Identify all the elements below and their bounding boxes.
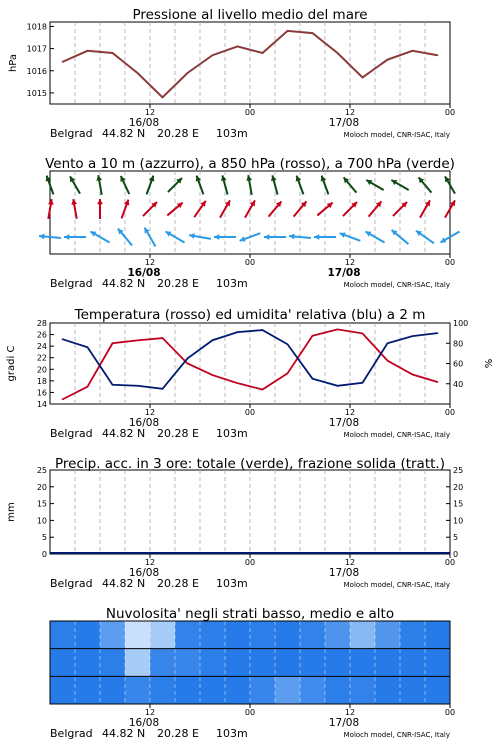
cloud-cell-medio bbox=[325, 649, 351, 677]
x-tick-label: 12 bbox=[144, 108, 156, 117]
y2-tick-label: 10 bbox=[453, 516, 464, 526]
y-tick-label: 25 bbox=[36, 466, 47, 475]
temperature-point bbox=[112, 342, 114, 344]
wind-arrow-700 bbox=[246, 175, 252, 195]
pressure-point bbox=[337, 52, 339, 54]
cloud-cell-basso bbox=[50, 676, 76, 704]
x-tick-label: 12 bbox=[344, 708, 356, 717]
temperature-point bbox=[212, 374, 214, 376]
cloud-cell-medio bbox=[175, 649, 201, 677]
location-lon: 20.28 E bbox=[157, 577, 199, 590]
wind-arrow-head bbox=[264, 234, 269, 240]
temperature-point bbox=[137, 340, 139, 342]
cloud-cell-medio bbox=[350, 649, 376, 677]
location-name: Belgrad bbox=[50, 127, 93, 140]
humidity-point bbox=[137, 385, 139, 387]
cloud-cell-medio bbox=[75, 649, 101, 677]
humidity-point bbox=[412, 335, 414, 337]
y2-tick-label: 15 bbox=[453, 499, 464, 509]
pressure-point bbox=[62, 61, 64, 63]
y-axis-label: hPa bbox=[8, 53, 19, 73]
location-name: Belgrad bbox=[50, 577, 93, 590]
pressure-point bbox=[137, 72, 139, 74]
location-lat: 44.82 N bbox=[102, 427, 146, 440]
x-tick-label: 00 bbox=[244, 108, 256, 117]
x-tick-label: 00 bbox=[444, 408, 456, 417]
cloud-cell-basso bbox=[125, 676, 151, 704]
temperature-point bbox=[87, 386, 89, 388]
temperature-point bbox=[62, 399, 64, 401]
temperature-point bbox=[237, 382, 239, 384]
x-tick-label: 12 bbox=[344, 108, 356, 117]
model-credit: Moloch model, CNR-ISAC, Italy bbox=[343, 131, 450, 139]
cloud-cell-basso bbox=[250, 676, 276, 704]
cloud-cell-alto bbox=[250, 621, 276, 649]
location-alt: 103m bbox=[216, 127, 248, 140]
location-lat: 44.82 N bbox=[102, 727, 146, 740]
wind-arrow-head bbox=[214, 234, 219, 240]
humidity-point bbox=[237, 331, 239, 333]
pressure-point bbox=[237, 46, 239, 48]
x-tick-label: 00 bbox=[244, 558, 256, 567]
location-lat: 44.82 N bbox=[102, 277, 146, 290]
x-tick-label: 12 bbox=[144, 558, 156, 567]
date-label: 17/08 bbox=[328, 717, 360, 729]
pressure-point bbox=[187, 72, 189, 74]
cloud-cell-basso bbox=[350, 676, 376, 704]
humidity-point bbox=[87, 347, 89, 349]
y-axis-label: mm bbox=[6, 502, 17, 522]
temperature-point bbox=[187, 363, 189, 365]
location-alt: 103m bbox=[216, 577, 248, 590]
wind-arrow-head bbox=[314, 234, 319, 240]
cloud-cell-alto bbox=[350, 621, 376, 649]
temperature-point bbox=[412, 374, 414, 376]
cloud-cell-alto bbox=[125, 621, 151, 649]
wind-arrow-850 bbox=[97, 199, 103, 219]
cloud-cell-basso bbox=[100, 676, 126, 704]
y-tick-label: 24 bbox=[36, 342, 47, 352]
chart-title: Precip. acc. in 3 ore: totale (verde), frazione solida (tratt.) bbox=[55, 456, 445, 472]
x-tick-label: 12 bbox=[344, 258, 356, 267]
x-tick-label: 00 bbox=[244, 408, 256, 417]
location-lon: 20.28 E bbox=[157, 427, 199, 440]
temperature-point bbox=[437, 381, 439, 383]
cloud-cell-medio bbox=[100, 649, 126, 677]
wind-arrow-head bbox=[289, 234, 294, 240]
wind-arrow-700 bbox=[147, 176, 155, 195]
cloud-cell-alto bbox=[300, 621, 326, 649]
temperature-point bbox=[312, 335, 314, 337]
y-tick-label: 22 bbox=[36, 353, 47, 363]
y-tick-label: 10 bbox=[36, 516, 47, 526]
x-tick-label: 12 bbox=[344, 558, 356, 567]
y-tick-label: 26 bbox=[36, 330, 47, 340]
y-tick-label: 5 bbox=[41, 533, 47, 543]
y-tick-label: 14 bbox=[36, 400, 47, 409]
date-label: 17/08 bbox=[328, 567, 360, 579]
wind-arrow-10m bbox=[365, 232, 384, 243]
cloud-cell-alto bbox=[225, 621, 251, 649]
location-name: Belgrad bbox=[50, 727, 93, 740]
pressure-point bbox=[87, 50, 89, 52]
date-label: 16/08 bbox=[128, 117, 160, 129]
y-tick-label: 20 bbox=[36, 365, 47, 375]
wind-arrow-850 bbox=[122, 200, 130, 219]
pressure-point bbox=[162, 97, 164, 99]
temperature-point bbox=[362, 333, 364, 335]
location-alt: 103m bbox=[216, 427, 248, 440]
pressure-point bbox=[437, 54, 439, 56]
location-lon: 20.28 E bbox=[157, 127, 199, 140]
pressure-point bbox=[412, 50, 414, 52]
humidity-point bbox=[187, 358, 189, 360]
wind-arrow-10m bbox=[90, 232, 109, 243]
temperature-point bbox=[262, 389, 264, 391]
cloud-cell-alto bbox=[425, 621, 451, 649]
cloud-cell-alto bbox=[100, 621, 126, 649]
cloud-cell-basso bbox=[175, 676, 201, 704]
temperature-point bbox=[287, 373, 289, 375]
wind-arrow-850 bbox=[48, 199, 54, 219]
cloud-cell-basso bbox=[400, 676, 426, 704]
location-name: Belgrad bbox=[50, 277, 93, 290]
y2-tick-label: 20 bbox=[453, 482, 464, 492]
humidity-point bbox=[62, 338, 64, 340]
y2-tick-label: 5 bbox=[453, 533, 459, 543]
temperature-point bbox=[162, 337, 164, 339]
wind-arrow-700 bbox=[271, 175, 278, 194]
y-tick-label: 1018 bbox=[26, 22, 47, 32]
pressure-point bbox=[312, 32, 314, 34]
location-lon: 20.28 E bbox=[157, 277, 199, 290]
y2-tick-label: 25 bbox=[453, 466, 464, 475]
pressure-point bbox=[212, 54, 214, 56]
x-tick-label: 00 bbox=[244, 708, 256, 717]
cloud-cell-basso bbox=[200, 676, 226, 704]
cloud-cell-medio bbox=[250, 649, 276, 677]
temperature-point bbox=[387, 360, 389, 362]
y-tick-label: 16 bbox=[36, 388, 47, 398]
y-tick-label: 1016 bbox=[26, 66, 47, 76]
cloud-cell-alto bbox=[200, 621, 226, 649]
cloud-cell-basso bbox=[325, 676, 351, 704]
cloud-cell-alto bbox=[400, 621, 426, 649]
y-tick-label: 1015 bbox=[26, 88, 47, 98]
cloud-cell-medio bbox=[400, 649, 426, 677]
cloud-cell-basso bbox=[75, 676, 101, 704]
humidity-point bbox=[387, 342, 389, 344]
y2-axis-label: % bbox=[484, 358, 495, 369]
y-tick-label: 20 bbox=[36, 482, 47, 492]
date-label: 17/08 bbox=[328, 417, 360, 429]
chart-title: Vento a 10 m (azzurro), a 850 hPa (rosso), a 700 hPa (verde) bbox=[45, 156, 455, 172]
humidity-point bbox=[112, 384, 114, 386]
x-tick-label: 00 bbox=[444, 708, 456, 717]
x-tick-label: 12 bbox=[144, 258, 156, 267]
humidity-point bbox=[287, 343, 289, 345]
cloud-cell-medio bbox=[275, 649, 301, 677]
cloud-cell-medio bbox=[225, 649, 251, 677]
pressure-point bbox=[112, 52, 114, 54]
wind-arrow-700 bbox=[221, 175, 228, 194]
wind-arrow-head bbox=[97, 199, 103, 204]
location-name: Belgrad bbox=[50, 427, 93, 440]
wind-arrow-700 bbox=[96, 175, 102, 195]
y2-tick-label: 0 bbox=[453, 550, 459, 559]
date-label: 16/08 bbox=[127, 267, 161, 279]
model-credit: Moloch model, CNR-ISAC, Italy bbox=[343, 281, 450, 289]
cloud-cell-alto bbox=[75, 621, 101, 649]
model-credit: Moloch model, CNR-ISAC, Italy bbox=[343, 731, 450, 739]
y-tick-label: 15 bbox=[36, 499, 47, 509]
pressure-point bbox=[387, 59, 389, 61]
cloud-cell-alto bbox=[150, 621, 176, 649]
y2-tick-label: 40 bbox=[453, 379, 464, 389]
y2-tick-label: 100 bbox=[453, 319, 469, 328]
cloud-cell-medio bbox=[50, 649, 76, 677]
wind-arrow-700 bbox=[321, 176, 329, 195]
wind-arrow-700 bbox=[296, 176, 304, 195]
plot-frame bbox=[50, 22, 450, 104]
wind-arrow-head bbox=[39, 234, 44, 240]
humidity-point bbox=[437, 332, 439, 334]
cloud-cell-alto bbox=[275, 621, 301, 649]
y-tick-label: 18 bbox=[36, 376, 47, 386]
y-tick-label: 1017 bbox=[26, 44, 47, 54]
pressure-point bbox=[262, 52, 264, 54]
x-tick-label: 00 bbox=[444, 108, 456, 117]
temperature-point bbox=[337, 329, 339, 331]
cloud-cell-medio bbox=[300, 649, 326, 677]
humidity-point bbox=[337, 385, 339, 387]
chart-title: Temperatura (rosso) ed umidita' relativa (blu) a 2 m bbox=[74, 307, 426, 323]
y-axis-label: gradi C bbox=[6, 345, 17, 382]
cloud-cell-basso bbox=[300, 676, 326, 704]
cloud-cell-basso bbox=[225, 676, 251, 704]
date-label: 16/08 bbox=[128, 717, 160, 729]
pressure-point bbox=[287, 30, 289, 32]
cloud-cell-medio bbox=[200, 649, 226, 677]
location-lon: 20.28 E bbox=[157, 727, 199, 740]
chart-title: Pressione al livello medio del mare bbox=[132, 7, 368, 23]
x-tick-label: 12 bbox=[344, 408, 356, 417]
humidity-point bbox=[312, 378, 314, 380]
location-alt: 103m bbox=[216, 727, 248, 740]
cloud-cell-medio bbox=[150, 649, 176, 677]
y2-tick-label: 60 bbox=[453, 359, 464, 369]
cloud-cell-basso bbox=[375, 676, 401, 704]
date-label: 17/08 bbox=[328, 117, 360, 129]
model-credit: Moloch model, CNR-ISAC, Italy bbox=[343, 431, 450, 439]
plot-frame bbox=[50, 323, 450, 404]
date-label: 16/08 bbox=[128, 417, 160, 429]
location-lat: 44.82 N bbox=[102, 127, 146, 140]
location-lat: 44.82 N bbox=[102, 577, 146, 590]
cloud-cell-alto bbox=[375, 621, 401, 649]
wind-arrow-10m bbox=[340, 232, 361, 240]
y-tick-label: 28 bbox=[36, 319, 47, 328]
wind-arrow-10m bbox=[165, 232, 184, 243]
cloud-cell-alto bbox=[50, 621, 76, 649]
x-tick-label: 00 bbox=[244, 258, 256, 267]
cloud-cell-alto bbox=[175, 621, 201, 649]
pressure-point bbox=[362, 77, 364, 79]
cloud-cell-medio bbox=[125, 649, 151, 677]
date-label: 16/08 bbox=[128, 567, 160, 579]
humidity-point bbox=[262, 329, 264, 331]
cloud-cell-medio bbox=[425, 649, 451, 677]
humidity-point bbox=[162, 388, 164, 390]
wind-arrow-850 bbox=[71, 199, 77, 219]
cloud-cell-basso bbox=[150, 676, 176, 704]
cloud-cell-basso bbox=[275, 676, 301, 704]
y-tick-label: 0 bbox=[41, 550, 47, 559]
y2-tick-label: 80 bbox=[453, 339, 464, 349]
cloud-cell-alto bbox=[325, 621, 351, 649]
humidity-point bbox=[212, 339, 214, 341]
model-credit: Moloch model, CNR-ISAC, Italy bbox=[343, 581, 450, 589]
location-alt: 103m bbox=[216, 277, 248, 290]
wind-arrow-700 bbox=[196, 176, 204, 195]
wind-arrow-head bbox=[64, 234, 69, 240]
chart-title: Nuvolosita' negli strati basso, medio e alto bbox=[105, 606, 395, 622]
cloud-cell-medio bbox=[375, 649, 401, 677]
cloud-cell-basso bbox=[425, 676, 451, 704]
humidity-point bbox=[362, 382, 364, 384]
x-tick-label: 12 bbox=[144, 708, 156, 717]
x-tick-label: 12 bbox=[144, 408, 156, 417]
x-tick-label: 00 bbox=[444, 558, 456, 567]
x-tick-label: 00 bbox=[444, 258, 456, 267]
date-label: 17/08 bbox=[327, 267, 361, 279]
